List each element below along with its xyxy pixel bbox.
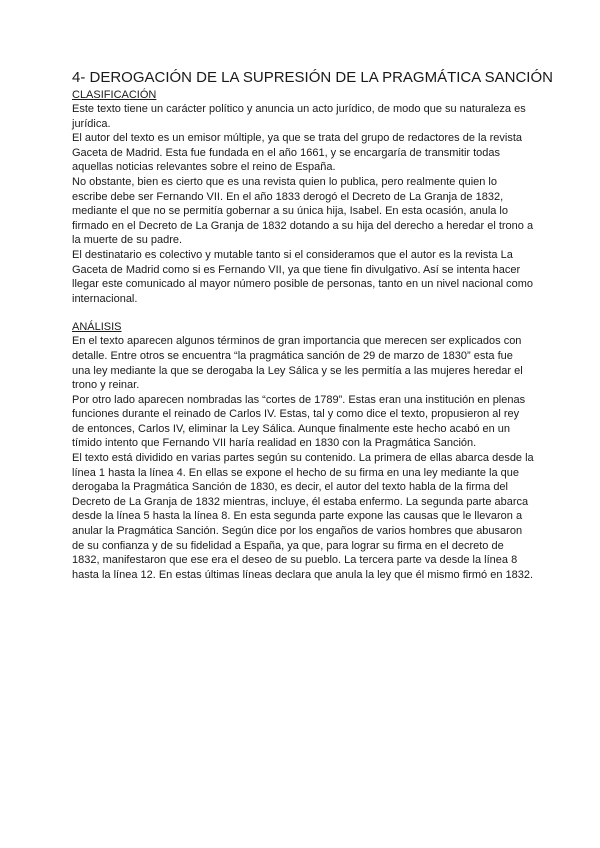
section-heading-clasificacion: CLASIFICACIÓN	[72, 89, 157, 101]
section-clasificacion	[72, 88, 534, 306]
section-analisis	[72, 320, 534, 582]
paragraph: Por otro lado aparecen nombradas las “cortes de 1789”. Estas eran una institución en plenas funciones durante el reinado de Carlos IV. Estas, tal y como dice el texto, propusieron al rey de entonces, Carlos IV, eliminar la Ley Sálica. Aunque finalmente este hecho acabó en un tímido intento que Fernando VII haría realidad en 1830 con la Pragmática Sanción.	[72, 393, 526, 450]
paragraph: El texto está dividido en varias partes según su contenido. La primera de ellas abarca desde la línea 1 hasta la línea 4. En ellas se expone el hecho de su firma en una ley mediante la que derogaba la Pragmática Sanción de 1830, es decir, el autor del texto habla de la firma del Decreto de La Granja de 1832 mientras, incluye, él estaba enfermo. La segunda parte abarca desde la línea 5 hasta la línea 8. En esta segunda parte expone las causas que le llevaron a anular la Pragmática Sanción. Según dice por los engaños de varios hombres que abusaron de su confianza y de su fidelidad a España, ya que, para lograr su firma en el decreto de 1832, manifestaron que ese era el deseo de su pueblo. La tercera parte va desde la línea 8 hasta la línea 12. En estas últimas líneas declara que anula la ley que él mismo firmó en 1832.	[72, 452, 534, 581]
paragraph: Este texto tiene un carácter político y anuncia un acto jurídico, de modo que su naturaleza es jurídica.	[72, 103, 526, 130]
section-heading-analisis: ANÁLISIS	[72, 321, 122, 334]
paragraph: No obstante, bien es cierto que es una revista quien lo publica, pero realmente quien lo escribe debe ser Fernando VII. En el año 1833 derogó el Decreto de La Granja de 1832, mediante el que no se permitía gobernar a su única hija, Isabel. En esta ocasión, anula lo firmado en el Decreto de La Granja de 1832 dotando a su hija del derecho a heredar el trono a la muerte de su padre.	[72, 175, 534, 247]
paragraph: En el texto aparecen algunos términos de gran importancia que merecen ser explicados con detalle. Entre otros se encuentra “la pragmática sanción de 29 de marzo de 1830” esta fue una ley mediante la que se derogaba la Ley Sálica y se les permitía a las mujeres heredar el trono y reinar.	[72, 335, 523, 392]
document-title: 4- DEROGACIÓN DE LA SUPRESIÓN DE LA PRAGMÁTICA SANCIÓN	[72, 69, 553, 86]
section-spacer	[72, 306, 534, 320]
document-page	[72, 68, 553, 582]
paragraph: El destinatario es colectivo y mutable tanto si el consideramos que el autor es la revista La Gaceta de Madrid como si es Fernando VII, ya que tiene fin divulgativo. Así se intenta hacer llegar este comunicado al mayor número posible de personas, tanto en un nivel nacional como internacional.	[72, 248, 534, 305]
paragraph: El autor del texto es un emisor múltiple, ya que se trata del grupo de redactores de la revista Gaceta de Madrid. Esta fue fundada en el año 1661, y se encargaría de transmitir todas aquellas noticias relevantes sobre el reino de España.	[72, 132, 523, 174]
